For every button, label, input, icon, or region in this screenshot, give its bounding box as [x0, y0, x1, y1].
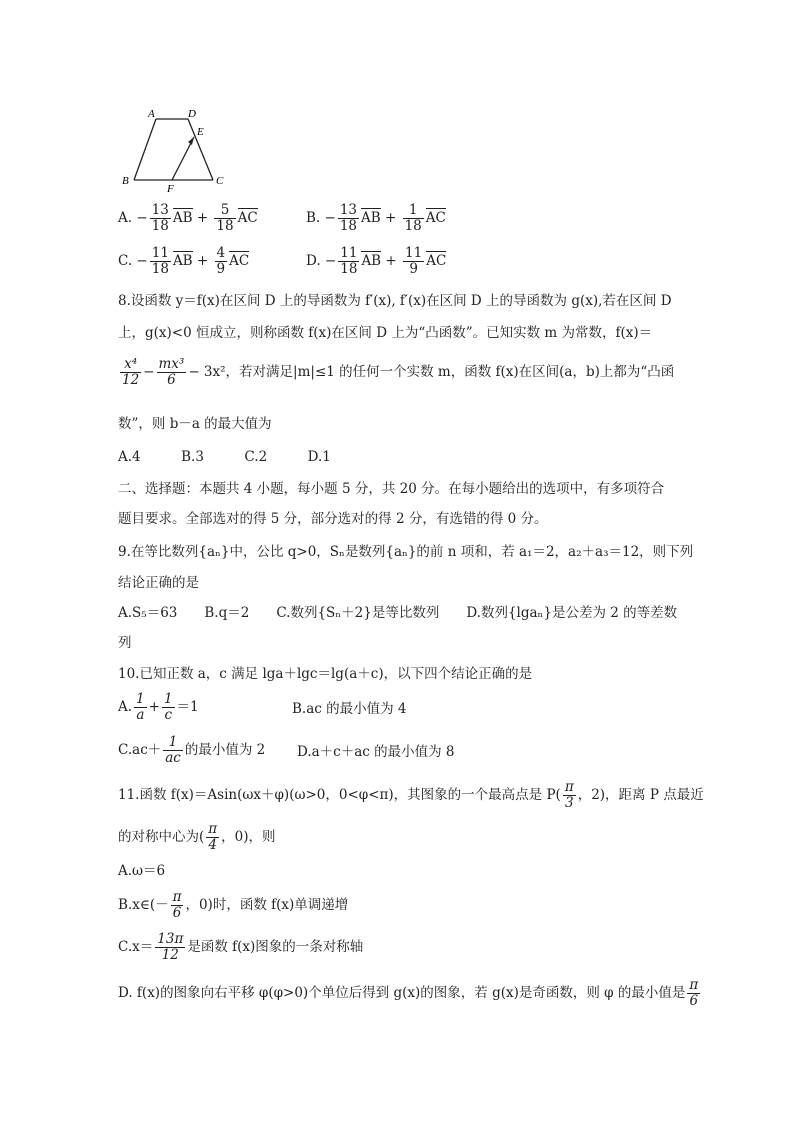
denominator: 12 — [122, 372, 140, 388]
operator: + — [148, 699, 160, 715]
numerator: 13 — [151, 202, 169, 218]
numerator: 11 — [151, 245, 169, 261]
numerator: x⁴ — [120, 357, 141, 373]
numerator: 11 — [340, 245, 358, 261]
fraction — [157, 357, 187, 388]
denominator: 6 — [167, 372, 176, 388]
q7-option-c — [118, 246, 249, 277]
vector-label: AC — [425, 210, 446, 226]
denominator: 18 — [404, 218, 422, 234]
q7-option-a — [118, 203, 258, 234]
fraction — [155, 932, 185, 963]
q10-option-c — [118, 735, 265, 766]
q11-line-1 — [118, 780, 704, 811]
label-f: F — [167, 183, 174, 194]
q8-line-2: 上，g(x)<0 恒成立，则称函数 f(x)在区间 D 上为“凸函数”。已知实数 m 为常数，f(x)＝ — [118, 325, 653, 341]
numerator: π — [689, 977, 699, 993]
denominator: 18 — [339, 218, 358, 234]
q10-option-d: D.a＋c＋ac 的最小值为 8 — [297, 744, 455, 760]
q11-line-2 — [118, 822, 276, 853]
denominator: 12 — [161, 947, 179, 963]
option-prefix: C.ac＋ — [118, 742, 162, 758]
q7-option-b — [306, 203, 446, 234]
numerator: 13 — [339, 202, 358, 218]
q10-option-b: B.ac 的最小值为 4 — [292, 701, 407, 717]
vector-label: AC — [237, 210, 258, 226]
fraction — [150, 246, 171, 277]
denominator: ac — [165, 750, 181, 766]
q11-option-a: A.ω＝6 — [118, 863, 166, 879]
q11-line-1-text: 11.函数 f(x)＝Asin(ωx＋φ)(ω>0，0<φ<π)，其图象的一个最高点是 P( — [118, 787, 561, 803]
vector-label: AB — [172, 210, 193, 226]
numerator: 5 — [214, 203, 235, 219]
fraction — [134, 692, 147, 723]
denominator: 9 — [409, 261, 418, 277]
fraction — [162, 692, 175, 723]
option-prefix: A. — [118, 699, 133, 715]
fraction — [214, 203, 235, 234]
label-d: D — [188, 108, 196, 120]
q11-line-1-tail: ，2)，距离 P 点最近 — [577, 787, 704, 803]
vector-label: AB — [172, 253, 193, 269]
fraction — [403, 203, 424, 234]
option-suffix: 的最小值为 2 — [184, 742, 266, 758]
numerator: 1 — [163, 735, 183, 751]
edge-ab — [134, 119, 156, 180]
section-2-line-2: 题目要求。全部选对的得 5 分，部分选对的得 2 分，有选错的得 0 分。 — [118, 511, 548, 527]
operator: + — [196, 253, 209, 269]
numerator: mx³ — [158, 356, 185, 372]
q7-option-d — [306, 246, 446, 277]
label-e: E — [197, 126, 204, 138]
q9-line-4: 列 — [118, 635, 132, 651]
option-prefix: C. − — [118, 253, 148, 269]
numerator: π — [564, 779, 574, 795]
q9-line-3: A.S₅＝63 B.q＝2 C.数列{Sₙ＋2}是等比数列 D.数列{lgaₙ}是公差为 2 的等差数 — [118, 605, 678, 621]
option-suffix: ，0)时，函数 f(x)单调递增 — [185, 897, 349, 913]
label-b: B — [122, 175, 129, 187]
denominator: 9 — [216, 261, 226, 277]
numerator: 1 — [403, 203, 424, 219]
q8-line-3 — [118, 357, 674, 388]
q10-option-a — [118, 692, 199, 723]
q8-tail-text: − 3x²，若对满足|m|≤1 的任何一个实数 m，函数 f(x)在区间(a，b)上都为“凸函 — [188, 364, 675, 380]
denominator: a — [136, 707, 145, 723]
q9-line-1: 9.在等比数列{aₙ}中，公比 q>0，Sₙ是数列{aₙ}的前 n 项和，若 a₁＝2，a₂＋a₃＝12，则下列 — [118, 544, 694, 560]
fraction — [687, 978, 700, 1009]
fraction — [171, 890, 184, 921]
label-c: C — [216, 175, 224, 187]
denominator: 6 — [172, 905, 182, 921]
denominator: 18 — [340, 261, 358, 277]
operator: − — [143, 364, 155, 380]
q8-options: A.4 B.3 C.2 D.1 — [118, 449, 331, 465]
q11-option-b — [118, 890, 348, 921]
fraction — [403, 246, 424, 277]
vector-fe-arrowhead — [188, 137, 194, 145]
denominator: 6 — [689, 993, 699, 1009]
operator: + — [196, 210, 209, 226]
q10-line-1: 10.已知正数 a，c 满足 lga＋lgc＝lg(a＋c)，以下四个结论正确的是 — [118, 666, 533, 682]
label-a: A — [148, 108, 155, 120]
option-prefix: B. − — [306, 210, 336, 226]
section-2-line-1: 二、选择题：本题共 4 小题，每小题 5 分，共 20 分。在每小题给出的选项中，有多项符合 — [118, 481, 665, 497]
q9-line-2: 结论正确的是 — [118, 575, 199, 591]
option-prefix: A. − — [118, 210, 148, 226]
fraction — [338, 246, 359, 277]
q8-line-4: 数”，则 b－a 的最大值为 — [118, 416, 272, 432]
operator: + — [384, 210, 397, 226]
q11-option-d — [118, 978, 702, 1009]
denominator: 3 — [564, 795, 574, 811]
fraction — [338, 203, 359, 234]
numerator: 1 — [163, 691, 173, 707]
numerator: π — [208, 821, 218, 837]
fraction — [563, 780, 576, 811]
option-suffix: ＝1 — [176, 699, 199, 715]
vector-label: AB — [361, 253, 382, 269]
vector-label: AB — [361, 210, 381, 226]
fraction — [215, 246, 228, 277]
denominator: c — [164, 707, 173, 723]
numerator: 1 — [136, 691, 145, 707]
fraction — [120, 357, 141, 388]
option-prefix: D. − — [306, 253, 337, 269]
q11-option-c — [118, 932, 363, 963]
numerator: 4 — [216, 245, 226, 261]
denominator: 4 — [208, 837, 218, 853]
denominator: 18 — [216, 218, 234, 234]
fraction — [150, 203, 171, 234]
option-prefix: B.x∈(－ — [118, 897, 169, 913]
q8-line-1: 8.设函数 y＝f(x)在区间 D 上的导函数为 f′(x), f′(x)在区间 D 上的导函数为 g(x),若在区间 D — [118, 293, 672, 309]
option-suffix: 是函数 f(x)图象的一条对称轴 — [187, 939, 364, 955]
numerator: 13π — [157, 931, 184, 947]
trapezoid-figure — [118, 104, 238, 194]
fraction — [206, 822, 219, 853]
numerator: 11 — [405, 245, 423, 261]
option-prefix: C.x＝ — [118, 939, 154, 955]
vector-label: AC — [426, 253, 447, 269]
numerator: π — [172, 889, 182, 905]
denominator: 18 — [151, 218, 169, 234]
fraction — [163, 735, 183, 766]
denominator: 18 — [151, 261, 169, 277]
q11-line-2-text: 的对称中心为( — [118, 829, 205, 845]
operator: + — [385, 253, 397, 269]
vector-label: AC — [229, 253, 250, 269]
q11-line-2-tail: ，0)，则 — [221, 829, 276, 845]
option-prefix: D. f(x)的图象向右平移 φ(φ>0)个单位后得到 g(x)的图象，若 g(x)是奇函数，则 φ 的最小值是 — [118, 985, 686, 1001]
